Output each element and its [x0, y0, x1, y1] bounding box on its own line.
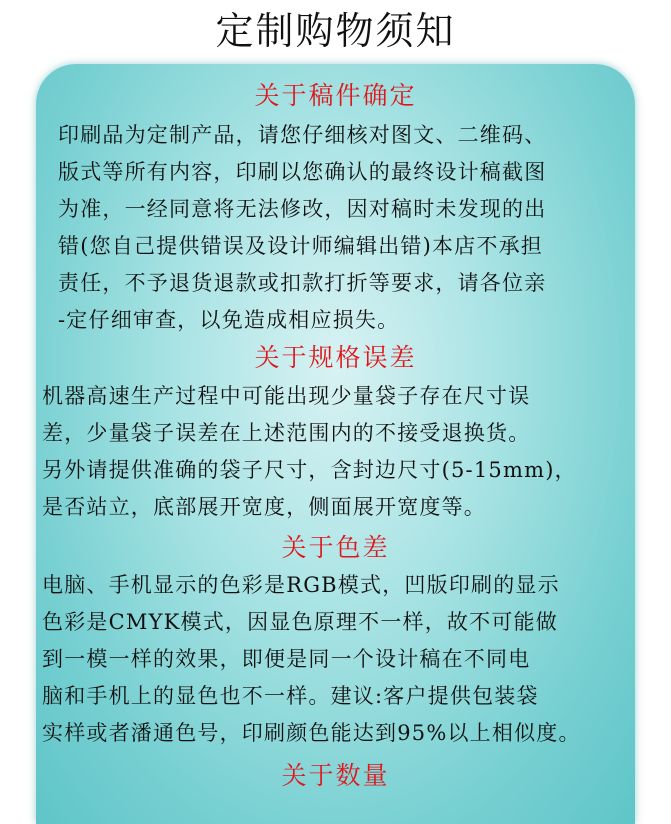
body-line: 实样或者潘通色号，印刷颜色能达到95%以上相似度。: [42, 721, 581, 745]
body-line: 差，少量袋子误差在上述范围内的不接受退换货。: [42, 421, 531, 445]
section-body-artwork: [58, 117, 546, 339]
body-line: 色彩是CMYK模式，因显色原理不一样，故不可能做: [42, 610, 558, 634]
section-heading-color-difference: 关于色差: [281, 533, 390, 562]
body-line: 电脑、手机显示的色彩是RGB模式，凹版印刷的显示: [42, 573, 560, 597]
body-line: 版式等所有内容，印刷以您确认的最终设计稿截图: [58, 160, 547, 184]
body-line: 为准，一经同意将无法修改，因对稿时未发现的出: [58, 197, 547, 221]
section-heading-artwork: 关于稿件确定: [254, 81, 417, 110]
body-line: -定仔细审查，以免造成相应损失。: [58, 308, 400, 332]
body-line: 印刷品为定制产品，请您仔细核对图文、二维码、: [58, 123, 547, 147]
body-line: 到一模一样的效果，即便是同一个设计稿在不同电: [42, 647, 531, 671]
section-heading-size-tolerance: 关于规格误差: [254, 343, 417, 372]
body-line: 机器高速生产过程中可能出现少量袋子存在尺寸误: [42, 384, 531, 408]
section-heading-quantity: 关于数量: [281, 761, 390, 790]
body-line: 错(您自己提供错误及设计师编辑出错)本店不承担: [58, 234, 543, 258]
section-body-color-difference: [42, 567, 581, 752]
body-line: 脑和手机上的显色也不一样。建议:客户提供包装袋: [42, 684, 539, 708]
section-body-size-tolerance: [42, 378, 577, 526]
body-line: 是否站立，底部展开宽度，侧面展开宽度等。: [42, 495, 486, 519]
body-line: 责任，不予退货退款或扣款打折等要求，请各位亲: [58, 271, 547, 295]
body-line: 另外请提供准确的袋子尺寸，含封边尺寸(5-15mm)，: [42, 458, 577, 482]
page-title: 定制购物须知: [215, 9, 456, 53]
